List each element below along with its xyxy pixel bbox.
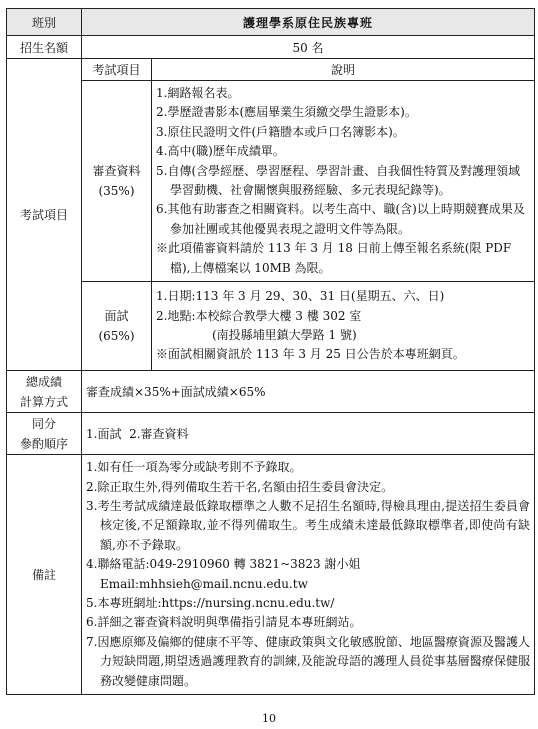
tie-value: 1.面試 2.審查資料 xyxy=(82,413,535,455)
exam-section-label: 考試項目 xyxy=(7,59,82,371)
review-line-7: ※此項備審資料請於 113 年 3 月 18 日前上傳至報名系統(限 PDF 檔),上傳檔案以 10MB 為限。 xyxy=(156,241,512,275)
review-line-4: 4.高中(職)歷年成績單。 xyxy=(156,144,285,159)
exam-col-item: 考試項目 xyxy=(82,59,152,81)
notes-row xyxy=(7,455,535,695)
review-row xyxy=(7,81,535,282)
review-line-6: 6.其他有助審查之相關資料。以考生高中、職(含)以上時期競賽成果及參加社團或其他優異表現之證明文件等為限。 xyxy=(156,202,525,236)
interview-line-4: ※面試相關資訊於 113 年 3 月 25 日公告於本專班網頁。 xyxy=(156,347,465,362)
class-value: 護理學系原住民族專班 xyxy=(82,9,535,36)
review-name: 審查資料 xyxy=(92,164,141,179)
admission-table xyxy=(6,8,535,695)
total-row xyxy=(7,371,535,413)
note-line-7: 7.因應原鄉及偏鄉的健康不平等、健康政策與文化敏感脫節、地區醫療資源及醫護人力短缺問題,期望透過護理教育的訓練,及能說母語的護理人員從事基層醫療保健服務改變健康問題。 xyxy=(86,634,531,688)
tie-row xyxy=(7,413,535,455)
note-line-5: 5.本專班網址:https://nursing.ncnu.edu.tw/ xyxy=(86,595,335,610)
review-line-2: 2.學歷證書影本(應屆畢業生須繳交學生證影本)。 xyxy=(156,105,417,120)
total-label-1: 總成績 xyxy=(25,374,62,389)
class-row xyxy=(7,9,535,36)
interview-row xyxy=(7,282,535,371)
quota-label: 招生名額 xyxy=(7,36,82,59)
interview-line-1: 1.日期:113 年 3 月 29、30、31 日(星期五、六、日) xyxy=(156,289,445,304)
interview-line-3: (南投縣埔里鎮大學路 1 號) xyxy=(212,328,357,343)
note-line-6: 6.詳細之審查資料說明與準備指引請見本專班網站。 xyxy=(86,615,362,630)
interview-weight: (65%) xyxy=(98,329,135,344)
total-value: 審查成績×35%+面試成績×65% xyxy=(82,371,535,413)
review-line-5: 5.自傳(含學經歷、學習歷程、學習計畫、自我個性特質及對護理領域學習動機、社會關懷與服務經驗、多元表現紀錄等)。 xyxy=(156,163,521,198)
note-line-2: 2.除正取生外,得列備取生若干名,名額由招生委員會決定。 xyxy=(86,479,394,494)
class-label: 班別 xyxy=(7,9,82,36)
interview-desc xyxy=(152,282,535,371)
note-line-email: Email:mhhsieh@mail.ncnu.edu.tw xyxy=(100,576,308,591)
total-label xyxy=(7,371,82,413)
review-item xyxy=(82,81,152,282)
exam-col-desc: 說明 xyxy=(152,59,535,81)
quota-row xyxy=(7,36,535,59)
page-number: 10 xyxy=(262,712,276,725)
total-label-2: 計算方式 xyxy=(19,394,68,409)
note-line-4: 4.聯絡電話:049-2910960 轉 3821~3823 謝小姐 xyxy=(86,557,361,572)
review-weight: (35%) xyxy=(98,184,135,199)
review-desc xyxy=(152,81,535,282)
review-line-3: 3.原住民證明文件(戶籍謄本或戶口名簿影本)。 xyxy=(156,124,405,139)
tie-label-2: 參酌順序 xyxy=(19,436,68,451)
review-line-1: 1.網路報名表。 xyxy=(156,86,240,100)
tie-label xyxy=(7,413,82,455)
notes-desc xyxy=(82,455,535,695)
interview-name: 面試 xyxy=(104,309,129,324)
note-line-3: 3.考生考試成績達最低錄取標準之人數不足招生名額時,得檢具理由,提送招生委員會核定後,不足額錄取,並不得列備取生。考生成績未達最低錄取標準者,即使尚有缺額,亦不予錄取。 xyxy=(86,498,531,552)
tie-label-1: 同分 xyxy=(31,416,56,431)
notes-label: 備註 xyxy=(7,455,82,695)
quota-value: 50 名 xyxy=(82,36,535,59)
interview-line-2: 2.地點:本校綜合教學大樓 3 樓 302 室 xyxy=(156,308,362,323)
note-line-1: 1.如有任一項為零分或缺考則不予錄取。 xyxy=(86,460,302,475)
interview-item xyxy=(82,282,152,371)
exam-header-row xyxy=(7,59,535,81)
